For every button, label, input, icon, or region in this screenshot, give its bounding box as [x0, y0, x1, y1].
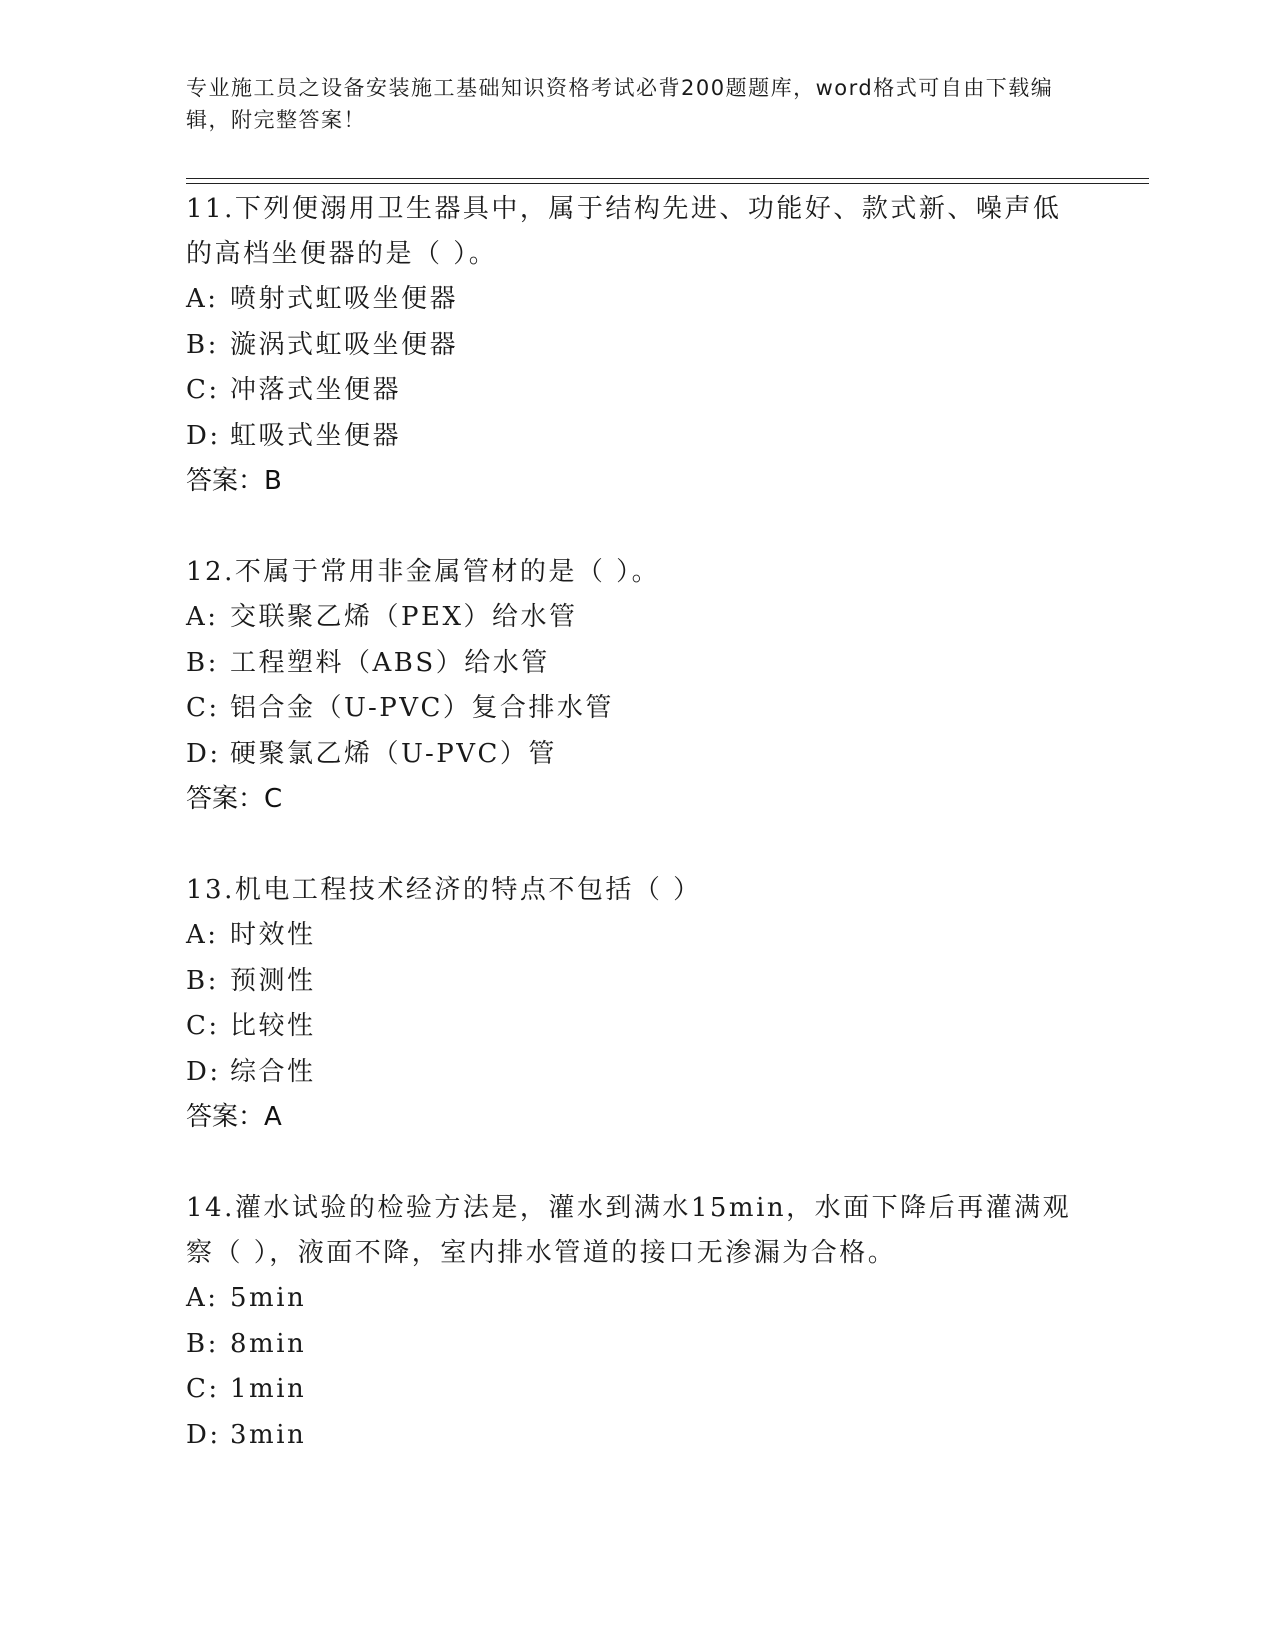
question-13 [186, 868, 1086, 1141]
question-stem: 13.机电工程技术经济的特点不包括（ ） [186, 875, 702, 905]
option-key: C: [186, 375, 220, 405]
option-b [186, 1322, 1086, 1368]
option-text: 工程塑料（ABS）给水管 [230, 647, 550, 678]
option-key: A: [186, 602, 219, 632]
option-b [186, 323, 1086, 369]
option-a [186, 277, 1086, 323]
option-key: B: [186, 329, 219, 360]
answer-line: 答案：C [186, 784, 283, 814]
option-b [186, 959, 1086, 1005]
option-text: 漩涡式虹吸坐便器 [230, 329, 459, 360]
option-a [186, 913, 1086, 959]
option-key: D: [186, 1056, 221, 1087]
option-text: 硬聚氯乙烯（U-PVC）管 [230, 738, 557, 769]
option-text: 1min [230, 1374, 307, 1404]
option-text: 虹吸式坐便器 [230, 420, 402, 451]
option-key: D: [186, 1419, 221, 1450]
option-key: C: [186, 1011, 220, 1041]
option-text: 5min [230, 1283, 307, 1313]
answer-line: 答案：A [186, 1102, 282, 1132]
option-c [186, 368, 1086, 414]
option-text: 综合性 [230, 1056, 316, 1087]
option-text: 比较性 [230, 1011, 316, 1041]
question-11 [186, 187, 1086, 505]
option-d [186, 1050, 1086, 1096]
option-key: A: [186, 1283, 219, 1313]
option-key: B: [186, 965, 219, 996]
question-14 [186, 1186, 1086, 1458]
option-d [186, 414, 1086, 460]
option-text: 时效性 [230, 920, 316, 950]
option-d [186, 1413, 1086, 1459]
option-key: B: [186, 647, 219, 678]
option-text: 交联聚乙烯（PEX）给水管 [230, 602, 578, 632]
header-divider-top [186, 178, 1149, 179]
option-c [186, 1367, 1086, 1413]
option-a [186, 1276, 1086, 1322]
option-text: 8min [230, 1328, 307, 1359]
answer-line: 答案：B [186, 466, 282, 496]
question-12 [186, 550, 1086, 823]
option-text: 预测性 [230, 965, 316, 996]
option-text: 铝合金（U-PVC）复合排水管 [230, 693, 614, 723]
option-key: C: [186, 1374, 220, 1404]
header-divider-bottom [186, 183, 1149, 184]
option-key: D: [186, 738, 221, 769]
question-stem: 14.灌水试验的检验方法是，灌水到满水15min，水面下降后再灌满观察（ ），液面不降，室内排水管道的接口无渗漏为合格。 [186, 1193, 1072, 1268]
option-key: A: [186, 284, 219, 314]
option-key: A: [186, 920, 219, 950]
document-header: 专业施工员之设备安装施工基础知识资格考试必背200题题库，word格式可自由下载编辑，附完整答案！ [186, 76, 1054, 132]
option-a [186, 595, 1086, 641]
option-text: 喷射式虹吸坐便器 [230, 284, 459, 314]
option-key: D: [186, 420, 221, 451]
option-b [186, 641, 1086, 687]
option-c [186, 1004, 1086, 1050]
option-d [186, 732, 1086, 778]
question-stem: 12.不属于常用非金属管材的是（ ）。 [186, 557, 661, 587]
option-c [186, 686, 1086, 732]
option-key: C: [186, 693, 220, 723]
option-text: 冲落式坐便器 [230, 375, 402, 405]
option-key: B: [186, 1328, 219, 1359]
option-text: 3min [230, 1419, 307, 1450]
question-stem: 11.下列便溺用卫生器具中，属于结构先进、功能好、款式新、噪声低的高档坐便器的是（ ）。 [186, 194, 1062, 269]
